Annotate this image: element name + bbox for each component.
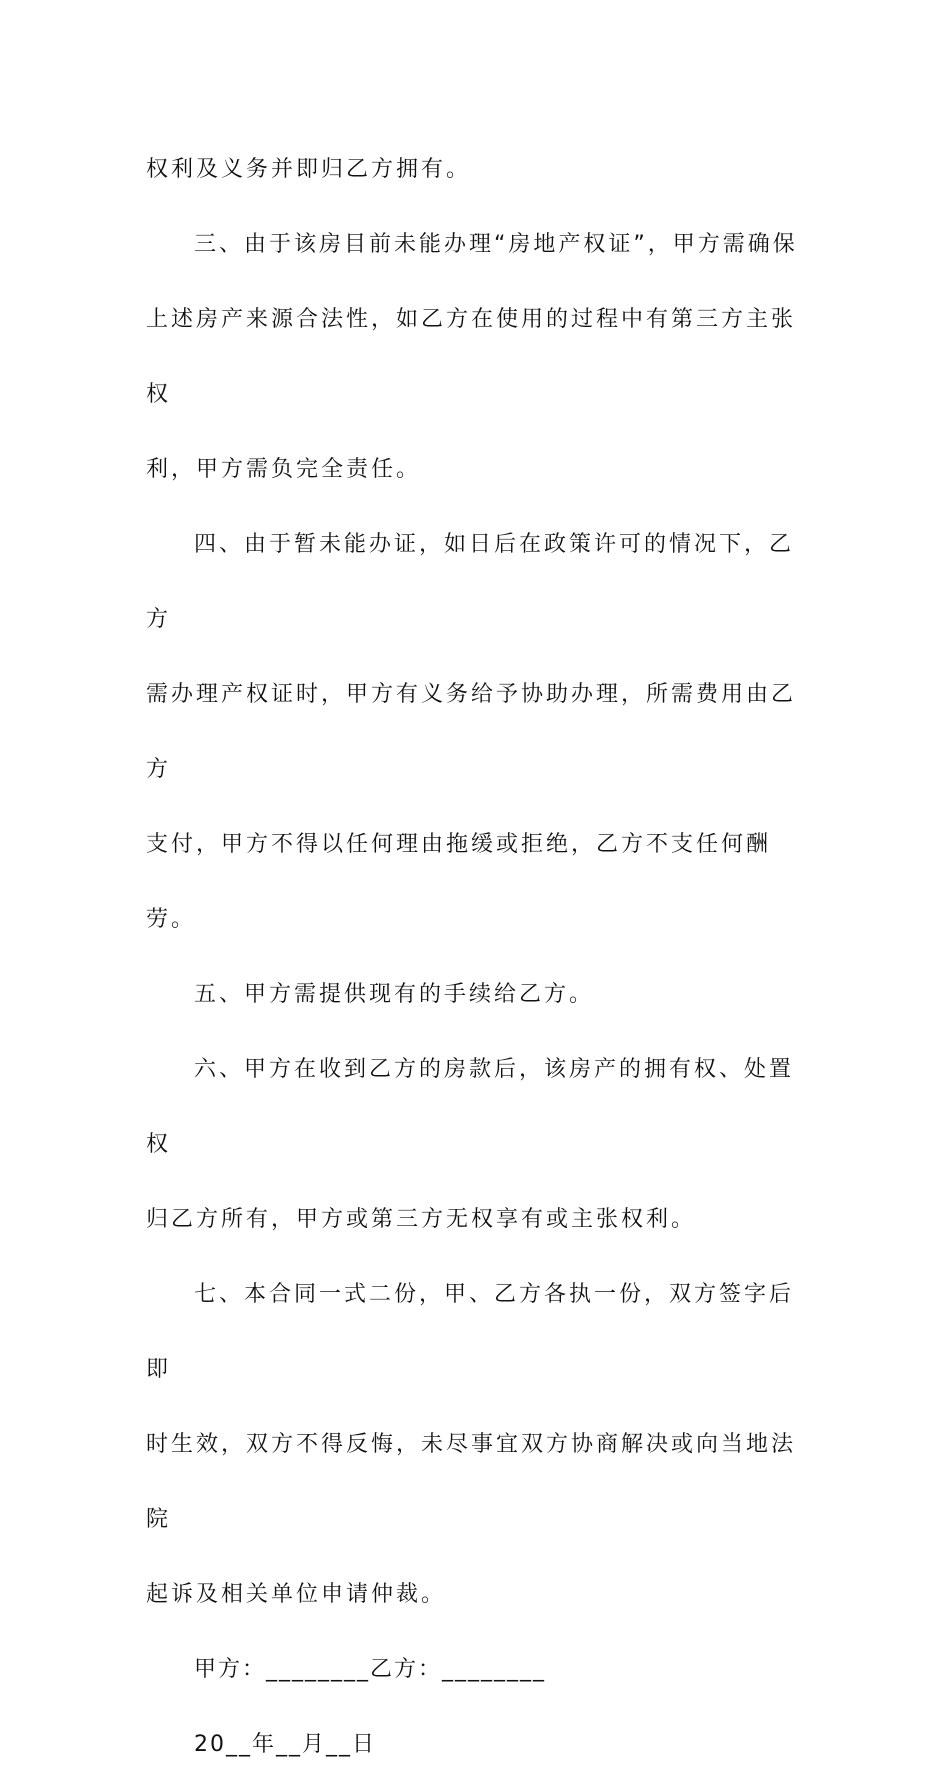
clause-7-line-3: 起诉及相关单位申请仲裁。 [146, 1582, 447, 1607]
document-body [146, 132, 806, 1782]
clause-7-line-1: 七、本合同一式二份，甲、乙方各执一份，双方签字后即 [146, 1282, 795, 1382]
clause-3-line-1: 三、由于该房目前未能办理“房地产权证”，甲方需确保 [194, 232, 798, 257]
clause-4-line-2: 需办理产权证时，甲方有义务给予协助办理，所需费用由乙方 [146, 682, 797, 782]
clause-4-line-3: 支付，甲方不得以任何理由拖缓或拒绝，乙方不支任何酬劳。 [146, 832, 772, 932]
clause-7-line-2: 时生效，双方不得反悔，未尽事宜双方协商解决或向当地法院 [146, 1432, 797, 1532]
clause-6-line-1: 六、甲方在收到乙方的房款后，该房产的拥有权、处置权 [146, 1057, 795, 1157]
contract-line-1: 权利及义务并即归乙方拥有。 [146, 157, 472, 182]
clause-3-line-2: 上述房产来源合法性，如乙方在使用的过程中有第三方主张权 [146, 307, 797, 407]
signature-line: 甲方：________乙方：________ [194, 1657, 547, 1682]
clause-3-line-3: 利，甲方需负完全责任。 [146, 457, 422, 482]
clause-5-line-1: 五、甲方需提供现有的手续给乙方。 [194, 982, 595, 1007]
clause-6-line-2: 归乙方所有，甲方或第三方无权享有或主张权利。 [146, 1207, 697, 1232]
date-line: 20__年__月__日 [194, 1732, 376, 1757]
clause-4-line-1: 四、由于暂未能办证，如日后在政策许可的情况下，乙方 [146, 532, 795, 632]
